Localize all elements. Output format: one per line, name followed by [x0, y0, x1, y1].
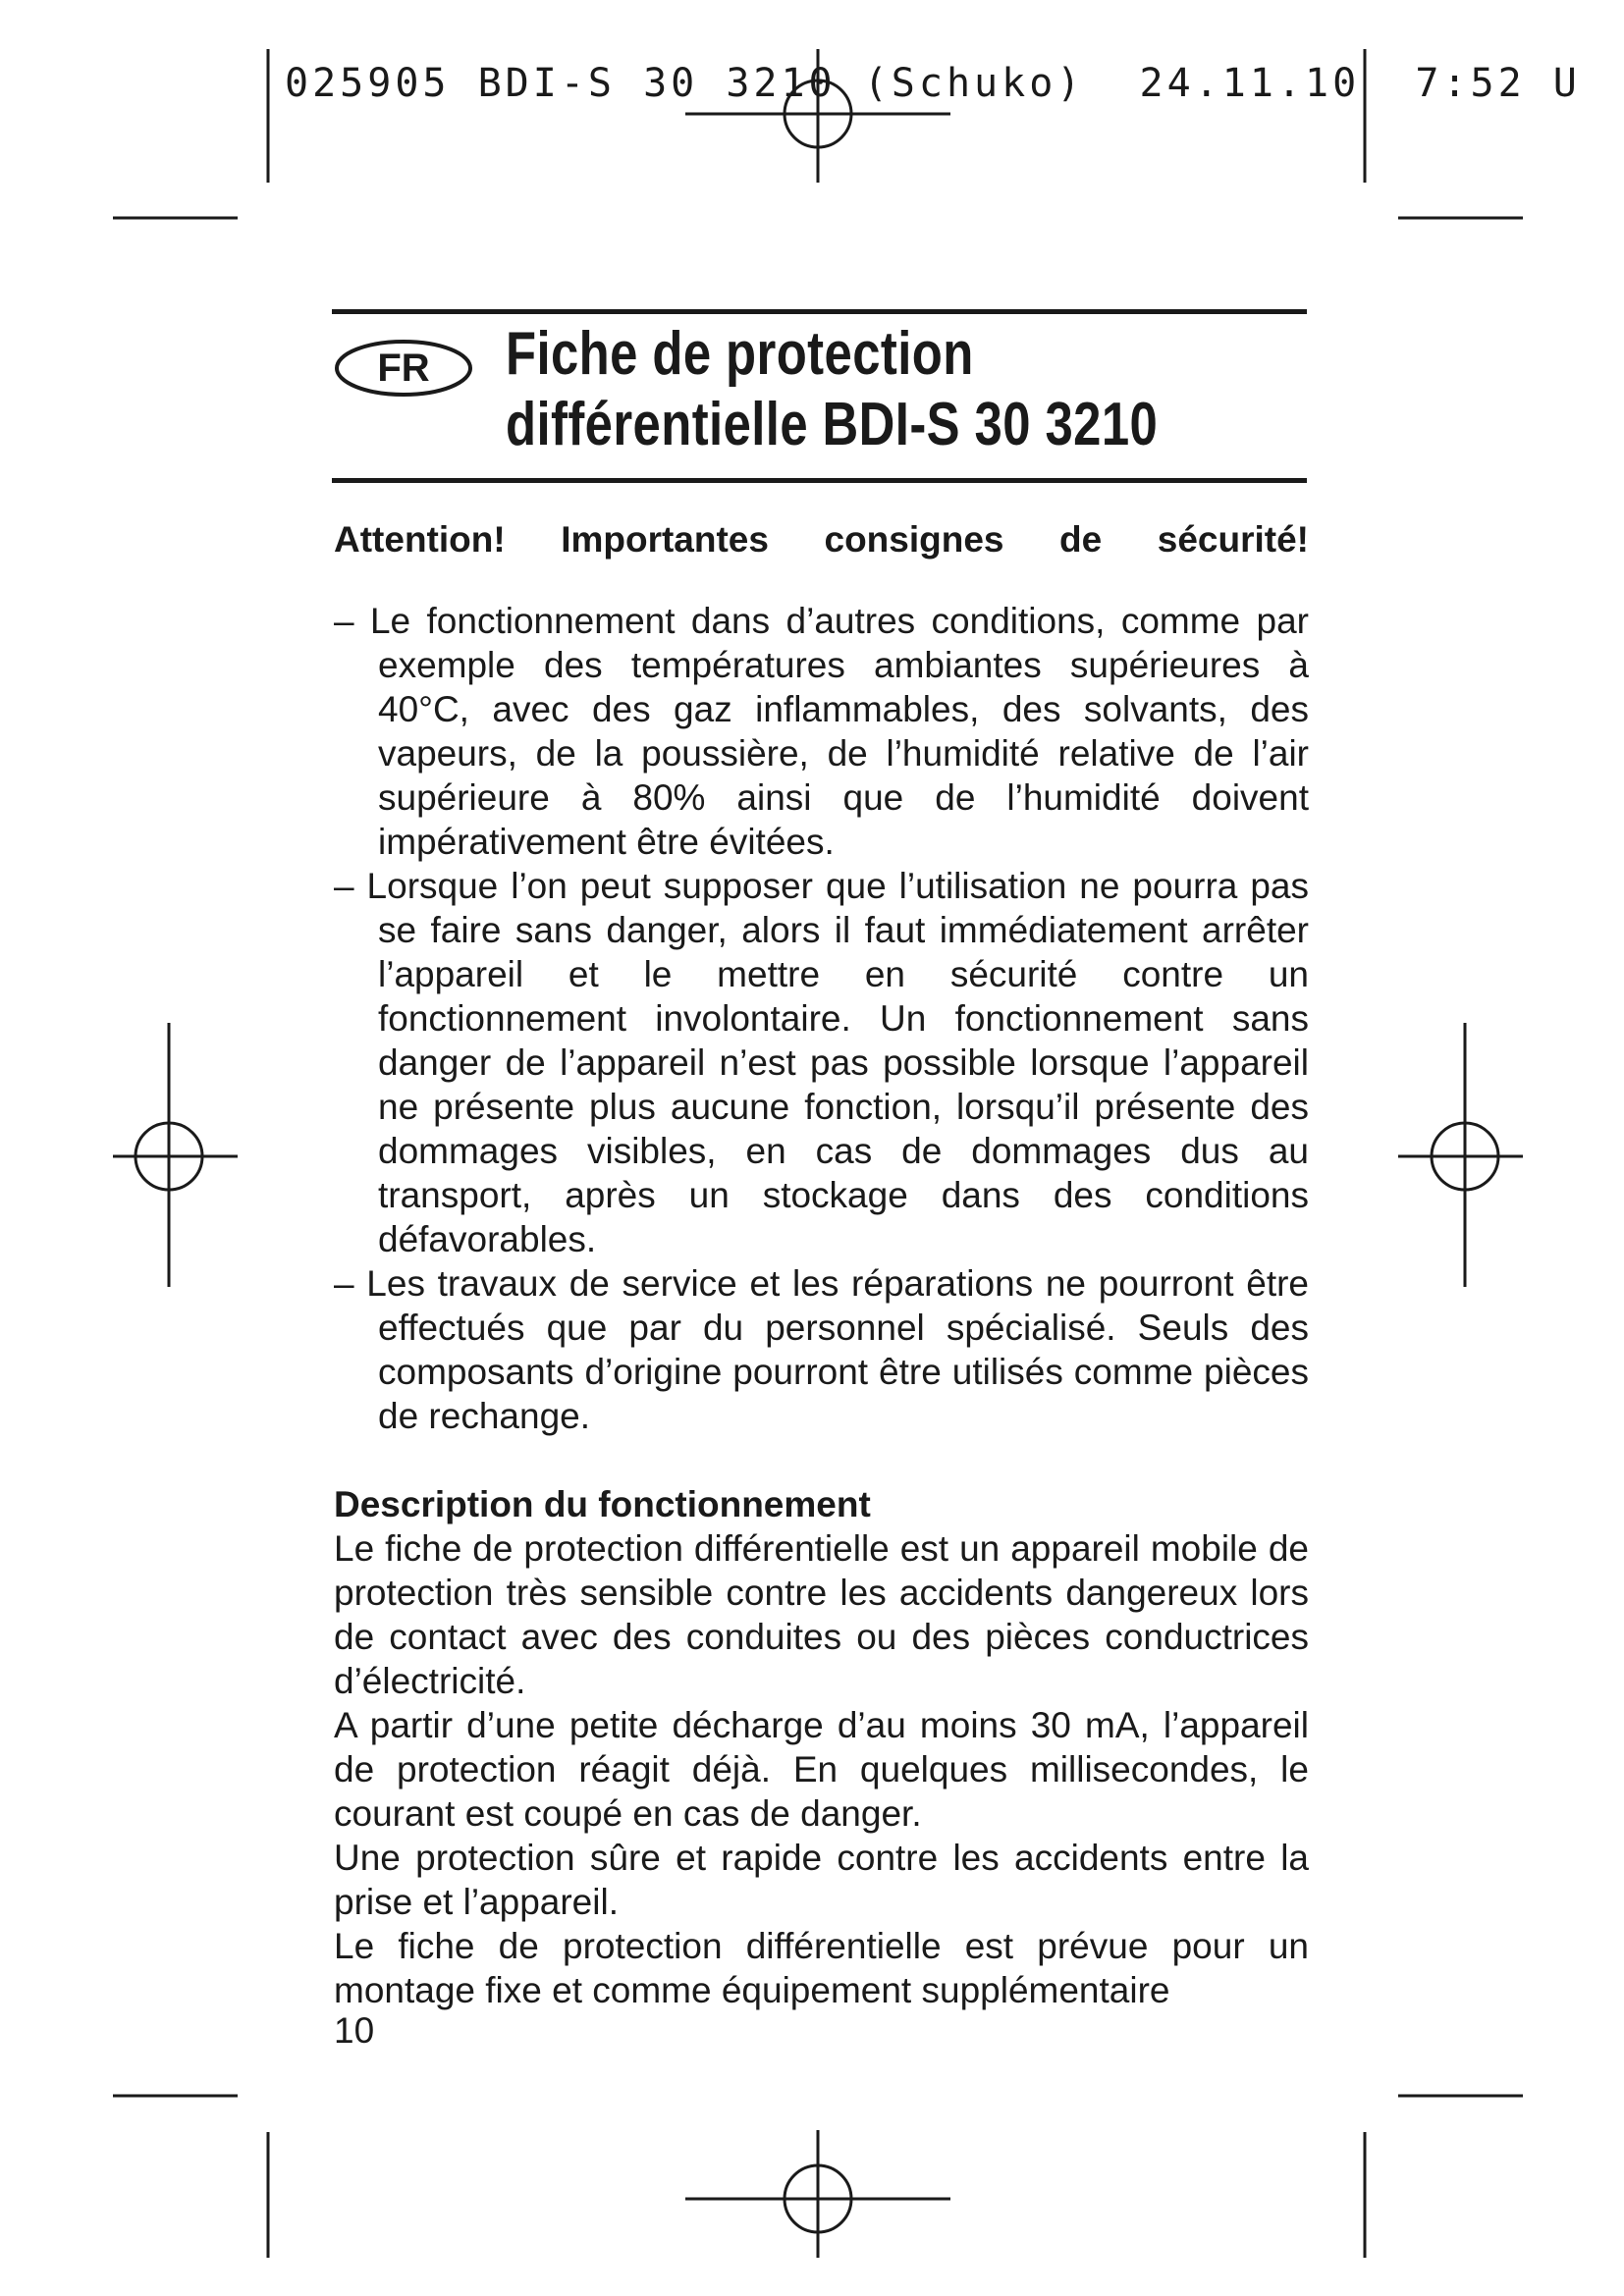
- description-paragraph: Une protection sûre et rapide contre les accidents entre la prise et l’appareil.: [334, 1838, 1309, 1922]
- description-heading: Description du fonctionnement: [334, 1484, 871, 1524]
- registration-target-bottom: [685, 2130, 950, 2258]
- registration-target-top: [685, 49, 950, 183]
- description-paragraph: Le fiche de protection différentielle est un appareil mobile de protection très sensible contre les accidents dangereux lors de contact avec des conduites ou des pièces conductrices d’électricité.: [334, 1528, 1309, 1701]
- page-title-line-1: Fiche de protection: [506, 320, 974, 388]
- safety-heading: Attention! Importantes consignes de sécurité!: [334, 519, 1309, 560]
- description-paragraph: A partir d’une petite décharge d’au moins 30 mA, l’appareil de protection réagit déjà. En quelques millisecondes, le courant est coupé en cas de danger.: [334, 1705, 1309, 1834]
- description-paragraph: Le fiche de protection différentielle est prévue pour un montage fixe et comme équipement supplémentaire: [334, 1926, 1309, 2010]
- safety-list: [334, 599, 1309, 1438]
- page-number: 10: [334, 2010, 375, 2051]
- document-body: [334, 517, 1309, 2012]
- page-title-line-2: différentielle BDI-S 30 3210: [506, 391, 1159, 458]
- print-slug: 025905 BDI-S 30 3210 (Schuko) 24.11.10 7:52 U: [285, 61, 1581, 106]
- safety-item: – Lorsque l’on peut supposer que l’utilisation ne pourra pas se faire sans danger, alors il faut immédiatement arrêter l’appareil et le mettre en sécurité contre un fonctionnement involontaire. Un fonctionnement sans danger de l’appareil n’est pas possible lorsque l’appareil ne présente plus aucune fonction, lorsqu’il présente des dommages visibles, en cas de dommages dus au transport, après un stockage dans des conditions défavorables.: [334, 866, 1309, 1259]
- registration-target-left: [113, 1023, 238, 1287]
- registration-target-right: [1398, 1023, 1523, 1287]
- language-badge-label: FR: [377, 347, 430, 390]
- title-rule-bottom: [332, 478, 1307, 483]
- safety-item: – Les travaux de service et les réparations ne pourront être effectués que par du personnel spécialisé. Seuls des composants d’origine pourront être utilisés comme pièces de rechange.: [334, 1263, 1309, 1436]
- safety-item: – Le fonctionnement dans d’autres conditions, comme par exemple des températures ambiantes supérieures à 40°C, avec des gaz inflammables, des solvants, des vapeurs, de la poussière, de l’humidité relative de l’air supérieure à 80% ainsi que de l’humidité doivent impérativement être évitées.: [334, 601, 1309, 862]
- language-badge: [334, 339, 473, 398]
- page-title: [506, 319, 1165, 460]
- title-rule-top: [332, 309, 1307, 314]
